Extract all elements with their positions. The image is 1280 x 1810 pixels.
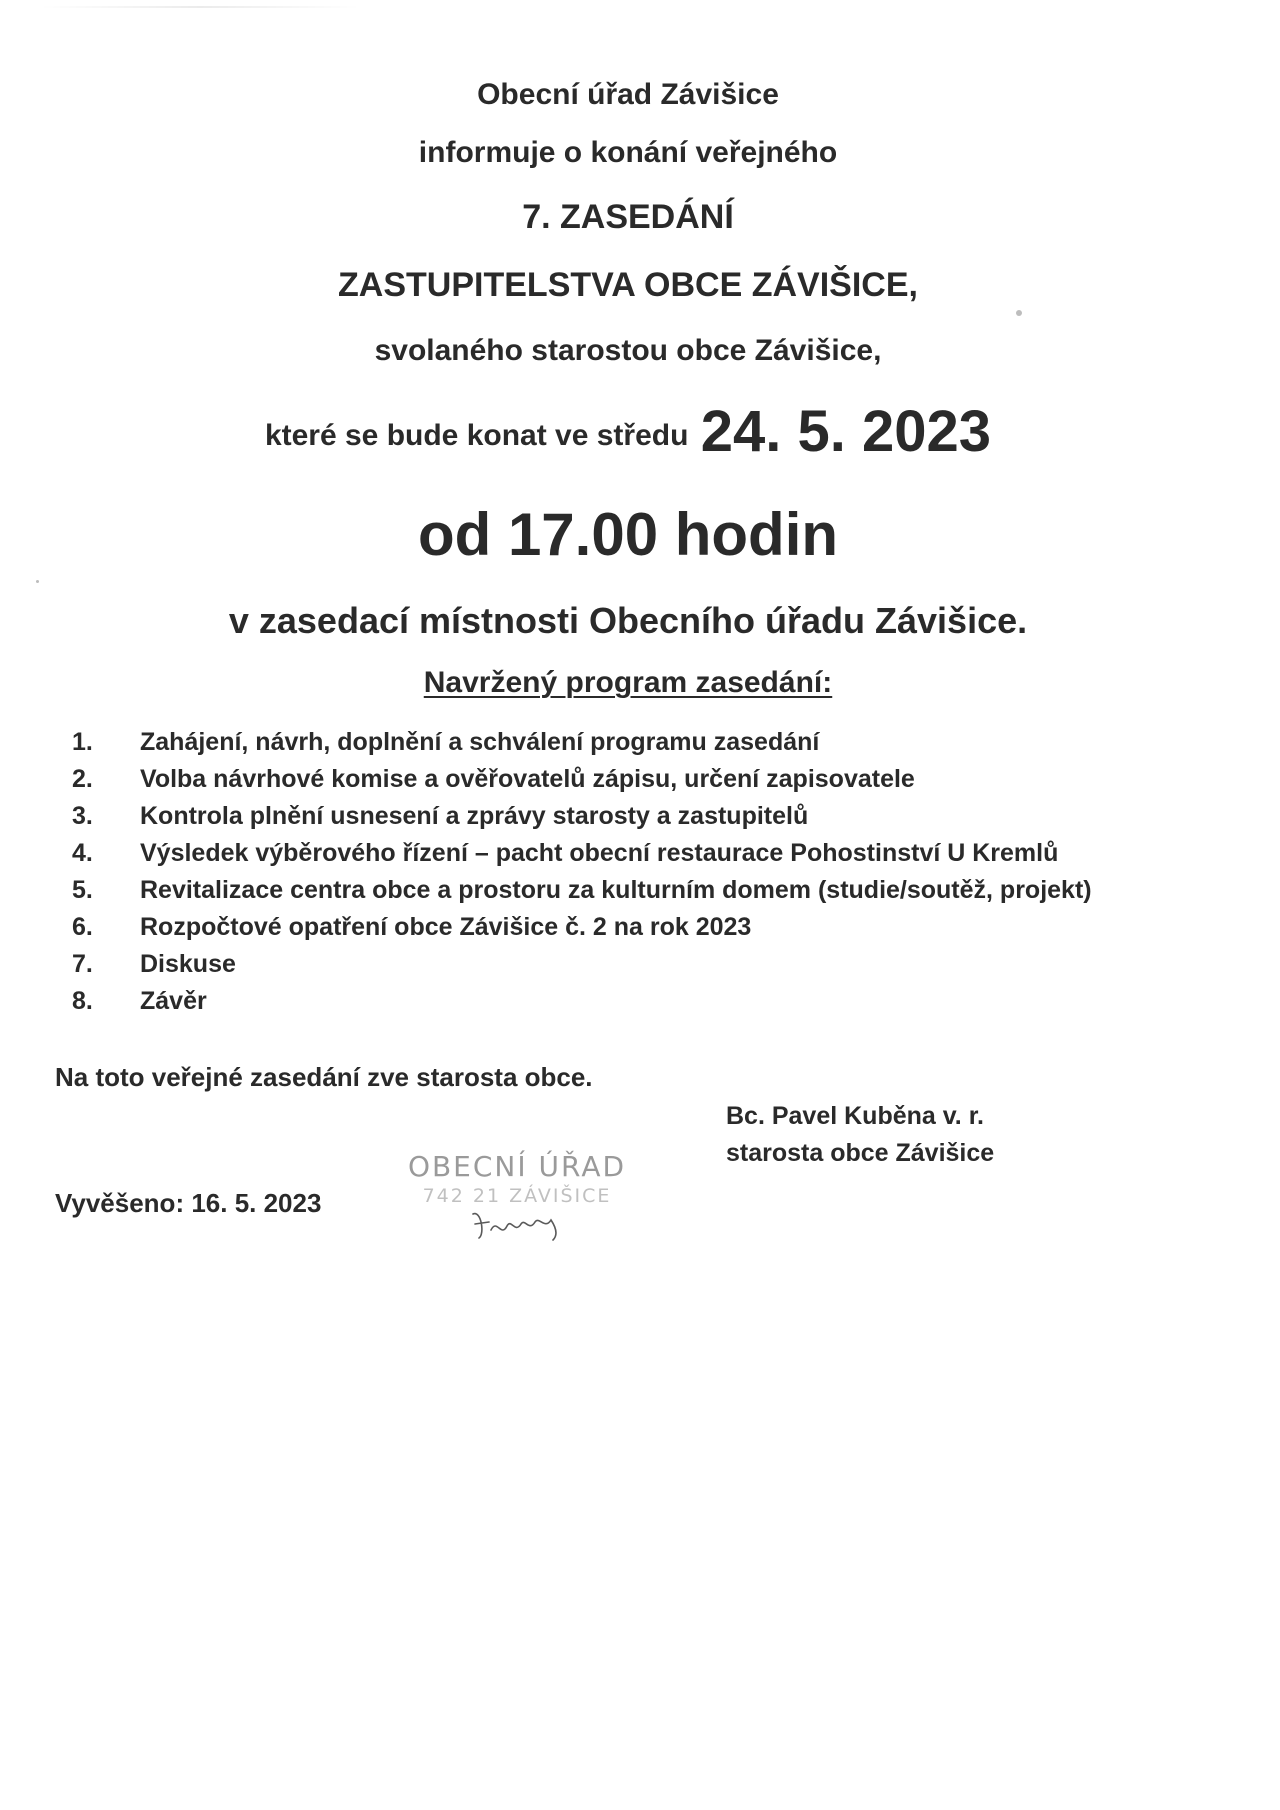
agenda-item-number: 7. xyxy=(72,950,93,978)
agenda-item-number: 1. xyxy=(72,728,93,756)
agenda-item-text: Revitalizace centra obce a prostoru za kulturním domem (studie/soutěž, projekt) xyxy=(140,876,1092,904)
program-heading-text: Navržený program zasedání: xyxy=(423,666,833,699)
agenda-item xyxy=(72,761,1212,798)
program-heading xyxy=(0,666,1256,700)
agenda-item-text: Výsledek výběrového řízení – pacht obecní restaurace Pohostinství U Kremlů xyxy=(140,839,1059,867)
agenda-item-text: Diskuse xyxy=(140,950,236,978)
scan-edge-shadow xyxy=(40,6,360,8)
posted-date: Vyvěšeno: 16. 5. 2023 xyxy=(55,1188,322,1218)
session-number: 7. ZASEDÁNÍ xyxy=(522,198,734,236)
agenda-item-text: Kontrola plnění usnesení a zprávy starosty a zastupitelů xyxy=(140,802,809,830)
agenda-item xyxy=(72,835,1212,872)
meeting-time: od 17.00 hodin xyxy=(417,501,839,568)
meeting-date: 24. 5. 2023 xyxy=(700,399,992,464)
agenda-list xyxy=(72,724,1212,1020)
office-name: Obecní úřad Závišice xyxy=(477,78,779,111)
agenda-item xyxy=(72,724,1212,761)
invitation-text: Na toto veřejné zasedání zve starosta obce. xyxy=(55,1062,593,1092)
agenda-item-number: 6. xyxy=(72,913,93,941)
agenda-item xyxy=(72,946,1212,983)
scan-speck xyxy=(1016,310,1022,316)
scan-speck xyxy=(36,580,39,583)
agenda-item-text: Závěr xyxy=(140,987,207,1015)
agenda-item-number: 4. xyxy=(72,839,93,867)
agenda-item xyxy=(72,983,1212,1020)
convened-by-line: svolaného starostou obce Závišice, xyxy=(374,334,882,367)
meeting-date-line xyxy=(0,398,1256,465)
meeting-date-prefix: které se bude konat ve středu xyxy=(264,419,689,452)
stamp-address: 742 21 ZÁVIŠICE xyxy=(422,1185,612,1207)
handwritten-signature xyxy=(467,1204,567,1244)
agenda-item-number: 8. xyxy=(72,987,93,1015)
agenda-item-text: Rozpočtové opatření obce Závišice č. 2 na rok 2023 xyxy=(140,913,752,941)
agenda-item xyxy=(72,798,1212,835)
agenda-item xyxy=(72,909,1212,946)
agenda-item-number: 5. xyxy=(72,876,93,904)
signatory-name: Bc. Pavel Kuběna v. r. xyxy=(726,1102,984,1130)
informs-line: informuje o konání veřejného xyxy=(418,136,838,169)
agenda-item-text: Zahájení, návrh, doplnění a schválení programu zasedání xyxy=(140,728,820,756)
signatory-role: starosta obce Závišice xyxy=(726,1139,995,1167)
agenda-item-number: 2. xyxy=(72,765,93,793)
agenda-item xyxy=(72,872,1212,909)
stamp-office-name: OBECNÍ ÚŘAD xyxy=(407,1150,627,1183)
signature-block xyxy=(726,1098,994,1172)
council-name: ZASTUPITELSTVA OBCE ZÁVIŠICE, xyxy=(338,266,918,304)
meeting-place: v zasedací místnosti Obecního úřadu Závišice. xyxy=(228,600,1028,641)
agenda-item-text: Volba návrhové komise a ověřovatelů zápisu, určení zapisovatele xyxy=(140,765,915,793)
agenda-item-number: 3. xyxy=(72,802,93,830)
office-stamp xyxy=(372,1150,662,1260)
